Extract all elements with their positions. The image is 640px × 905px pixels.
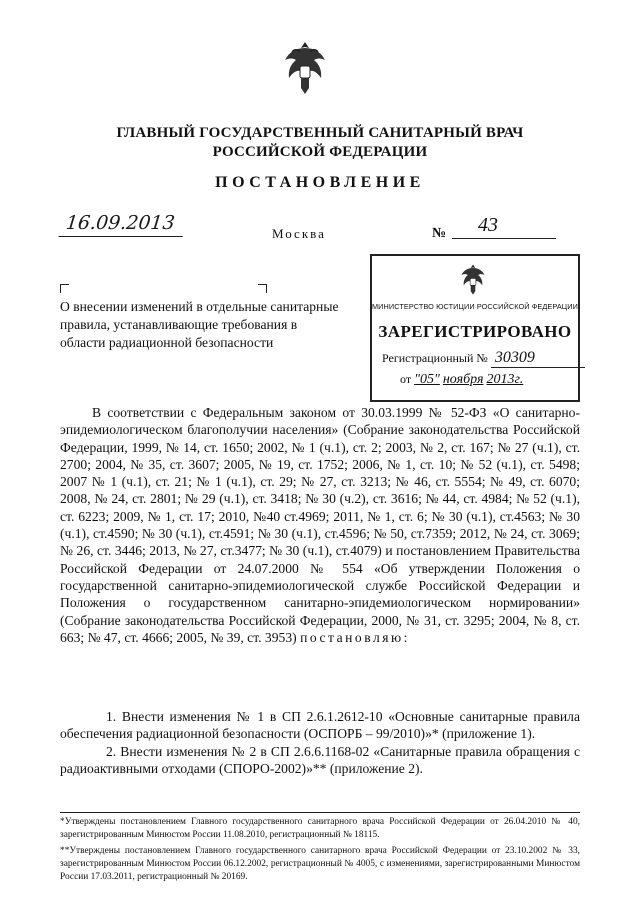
authority-line-1: ГЛАВНЫЙ ГОСУДАРСТВЕННЫЙ САНИТАРНЫЙ ВРАЧ bbox=[116, 125, 524, 141]
handwritten-number: 43 bbox=[478, 214, 498, 236]
resolution-items bbox=[60, 708, 580, 777]
authority-line-2: РОССИЙСКОЙ ФЕДЕРАЦИИ bbox=[212, 144, 428, 160]
handwritten-date: 16.09.2013 bbox=[64, 212, 176, 234]
subject-bracket-right bbox=[258, 284, 267, 293]
resolution-item-2: 2. Внести изменения № 2 в СП 2.6.6.1168-02 «Санитарные правила обращения с радиоактивными отходами (СПОРО-2002)»** (приложение 2). bbox=[60, 743, 580, 776]
document-date bbox=[58, 208, 185, 237]
issuing-authority bbox=[60, 124, 580, 162]
subject-bracket-left bbox=[60, 284, 69, 293]
stamp-reg-number: 30309 bbox=[491, 349, 585, 368]
stamp-registration-line bbox=[382, 349, 585, 368]
preamble-text: В соответствии с Федеральным законом от 30.03.1999 № 52-ФЗ «О санитарно-эпидемиологическом благополучии населения» (Собрание законодательства Российской Федерации, 1999, № 14, ст. 1650; 2002, № 1 (ч.1), ст. 2; 2003, № 2, ст. 167; № 27 (ч.1), ст. 2700; 2004, № 35, ст. 3607; 2005, № 19, ст. 1752; 2006, № 1, ст. 10; № 52 (ч.1), ст. 5498; 2007 № 1 (ч.1), ст. 21; № 1 (ч.1), ст. 29; № 27, ст. 3213; № 46, ст. 5554; № 49, ст. 6070; 2008, № 24, ст. 2801; № 29 (ч.1), ст. 3418; № 30 (ч.2), ст. 3616; № 44, ст. 4984; № 52 (ч.1), ст. 6223; 2009, № 1, ст. 17; 2010, №40 ст.4969; 2011, № 1, ст. 6; № 30 (ч.1), ст.4563; № 30 (ч.1), ст.4590; № 30 (ч.1), ст.4591; № 30 (ч.1), ст.4596; № 50, ст.7359; 2012, № 24, ст. 3069; № 26, ст. 3446; 2013, № 27, ст.3477; № 30 (ч.1), ст.4079) и постановлением Правительства Российской Федерации от 24.07.2000 № 554 «Об утверждении Положения о государственной санитарно-эпидемиологической службе Российской Федерации и Положения о государственном санитарно-эпидемиологическом нормировании» (Собрание законодательства Российской Федерации, 2000, № 31, ст. 3295; 2004, № 8, ст. 663; № 47, ст. 4666; 2005, № 39, ст. 3953) bbox=[60, 405, 580, 645]
document-type: ПОСТАНОВЛЕНИЕ bbox=[215, 174, 425, 191]
footnote-2: **Утверждены постановлением Главного государственного санитарного врача Российской Федерации от 23.10.2002 № 33, зарегистрированным Минюстом России 06.12.2002, регистрационный № 4005, с изменениями, зарегистрированными Минюстом России 17.03.2011, регистрационный № 20169. bbox=[60, 845, 580, 883]
footnote-1: *Утверждены постановлением Главного государственного санитарного врача Российской Федерации от 26.04.2010 № 40, зарегистрированным Минюстом России 11.08.2010, регистрационный № 18115. bbox=[60, 817, 580, 841]
number-label: № bbox=[432, 226, 447, 241]
document-number bbox=[452, 210, 556, 239]
preamble-paragraph bbox=[60, 404, 580, 646]
issuing-city: Москва bbox=[272, 226, 326, 241]
stamp-emblem-icon bbox=[458, 262, 488, 296]
resolution-item-1: 1. Внести изменения № 1 в СП 2.6.1.2612-10 «Основные санитарные правила обеспечения радиационной безопасности (ОСПОРБ – 99/2010)»* (приложение 1). bbox=[60, 709, 580, 742]
stamp-date-line bbox=[400, 372, 523, 388]
stamp-date-prefix: от bbox=[400, 372, 412, 386]
coat-of-arms-emblem bbox=[279, 38, 331, 96]
stamp-date-year: 2013г. bbox=[486, 372, 524, 387]
stamp-date-month: ноября bbox=[442, 372, 484, 387]
document-subject: О внесении изменений в отдельные санитарные правила, устанавливающие требования в области радиационной безопасности bbox=[60, 299, 339, 350]
stamp-date-day: "05" bbox=[414, 372, 440, 387]
stamp-registered: ЗАРЕГИСТРИРОВАНО bbox=[378, 322, 572, 341]
resolve-word: постановляю: bbox=[300, 629, 410, 645]
registration-stamp bbox=[370, 254, 580, 402]
stamp-reg-label: Регистрационный № bbox=[382, 351, 488, 365]
stamp-ministry: МИНИСТЕРСТВО ЮСТИЦИИ РОССИЙСКОЙ ФЕДЕРАЦИИ bbox=[372, 302, 578, 311]
footnote-divider bbox=[60, 812, 580, 813]
footnotes bbox=[60, 816, 580, 886]
